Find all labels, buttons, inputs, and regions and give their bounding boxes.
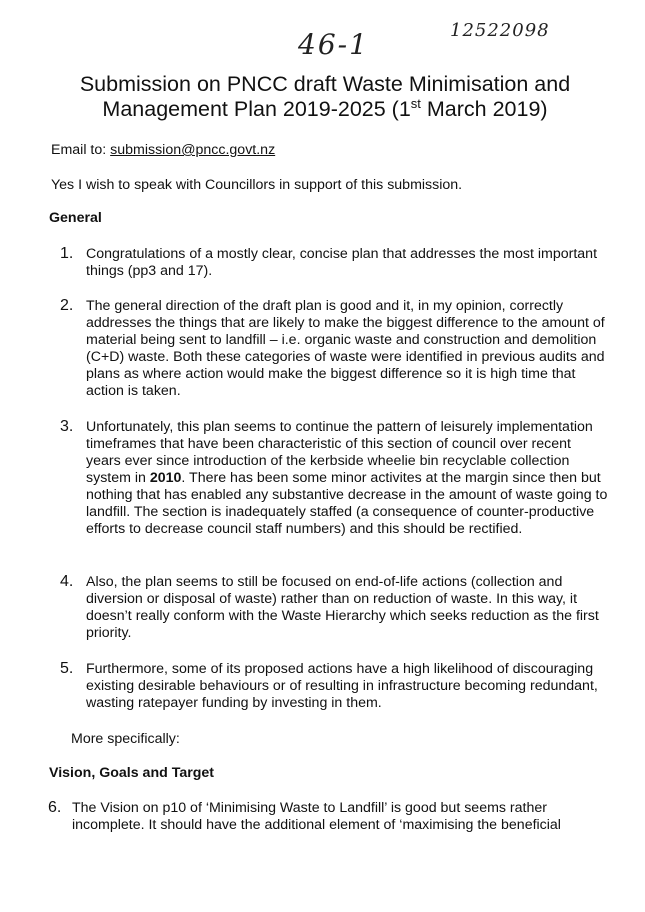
list-item-text-part: Unfortunately, this plan seems to continue the pattern of leisurely implementation timeframes that have been characteristic of this section of council over recent years ever since introduction of the kerbside wheelie bin recyclable collection system in — [86, 419, 593, 486]
speak-statement: Yes I wish to speak with Councillors in support of this submission. — [51, 177, 463, 193]
list-item-text: Congratulations of a mostly clear, concise plan that addresses the most important things (pp3 and 17). — [86, 246, 598, 279]
email-link[interactable]: submission@pncc.govt.nz — [110, 142, 276, 158]
list-item-2 — [60, 298, 608, 400]
more-specifically: More specifically: — [71, 731, 180, 747]
title-ordinal-suffix: st — [410, 95, 421, 111]
title-line-2-start: Management Plan 2019-2025 (1 — [102, 97, 411, 121]
list-item-number: 5. — [60, 660, 74, 677]
list-item-text: The Vision on p10 of ‘Minimising Waste to Landfill’ is good but seems rather incomplete. It should have the additional element of ‘maximising the beneficial — [72, 800, 561, 833]
document-title — [40, 72, 610, 122]
list-item-3 — [60, 419, 608, 538]
list-item-bold-year: 2010 — [149, 470, 182, 486]
list-item-number: 4. — [60, 573, 74, 590]
handwritten-reference-number: 46-1 — [298, 28, 369, 61]
list-item-text: Furthermore, some of its proposed actions have a high likelihood of discouraging existing desirable behaviours or of resulting in infrastructure becoming redundant, wasting ratepayer funding by investing in them. — [86, 661, 598, 711]
title-line-2 — [40, 97, 610, 122]
section-heading-general: General — [49, 210, 102, 226]
list-item-text — [86, 419, 608, 538]
list-item-1 — [60, 246, 608, 280]
title-line-1: Submission on PNCC draft Waste Minimisation and — [79, 72, 571, 96]
title-line-2-end: March 2019) — [420, 97, 548, 121]
list-item-5 — [60, 661, 608, 712]
list-item-number: 2. — [60, 297, 74, 314]
list-item-4 — [60, 574, 608, 642]
email-label: Email to: — [51, 142, 111, 158]
email-line — [51, 142, 275, 159]
list-item-number: 1. — [60, 245, 74, 262]
list-item-text: The general direction of the draft plan is good and it, in my opinion, correctly addresses the things that are likely to make the biggest difference to the amount of material being sent to landfill – i.e. organic waste and construction and demolition (C+D) waste. Both these categories of waste were identified in previous audits and plans as where action would make the biggest difference so it is high time that action is taken. — [86, 298, 605, 399]
list-item-number: 3. — [60, 418, 74, 435]
list-item-text-part: . There has been some minor activites at the margin since then but nothing that has enabled any substantive decrease in the amount of waste going to landfill. The section is inadequately staffed (a consequence of counter-productive efforts to decrease council staff numbers) and this should be rectified. — [86, 470, 608, 537]
list-item-6 — [48, 800, 608, 834]
section-heading-vision: Vision, Goals and Target — [49, 765, 215, 781]
list-item-text: Also, the plan seems to still be focused on end-of-life actions (collection and diversion or disposal of waste) rather than on reduction of waste. In this way, it doesn’t really conform with the Waste Hierarchy which seeks reduction as the first priority. — [86, 574, 599, 641]
list-item-number: 6. — [48, 799, 62, 816]
handwritten-document-id: 12522098 — [450, 20, 550, 41]
